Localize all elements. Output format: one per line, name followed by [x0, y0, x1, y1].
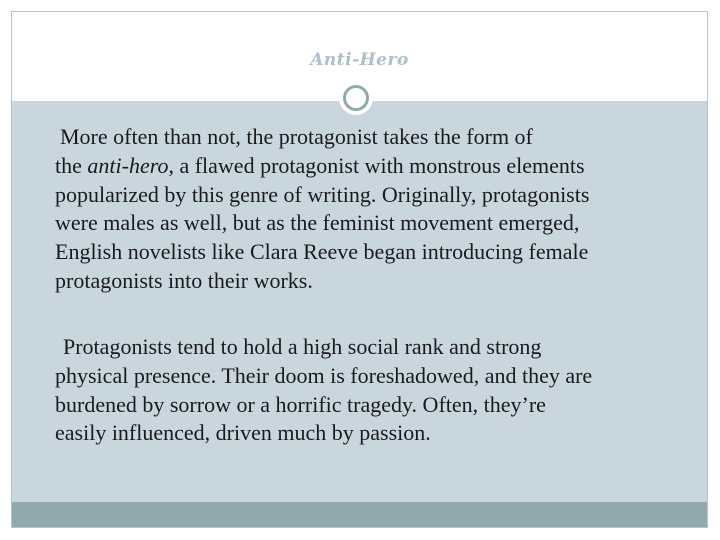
paragraph-line: protagonists into their works. [55, 268, 313, 294]
paragraph-line: popularized by this genre of writing. Originally, protagonists [55, 181, 590, 207]
paragraph-line: burdened by sorrow or a horrific tragedy. Often, they’re [55, 391, 546, 417]
paragraph-1 [55, 123, 695, 296]
circle-ornament-icon [339, 81, 373, 115]
paragraph-line: English novelists like Clara Reeve began introducing female [55, 239, 589, 265]
emphasized-term: anti-hero [87, 152, 169, 178]
paragraph-line: Protagonists tend to hold a high social rank and strong [63, 334, 542, 359]
paragraph-line [55, 152, 695, 181]
paragraph-2 [55, 333, 695, 448]
slide-title: Anti-Hero [310, 50, 409, 70]
paragraph-line: physical presence. Their doom is foreshadowed, and they are [55, 362, 593, 388]
paragraph-line: easily influenced, driven much by passion. [55, 420, 431, 446]
paragraph-line: More often than not, the protagonist takes the form of [60, 124, 533, 149]
footer-bar [12, 502, 707, 527]
text-run: the [55, 152, 88, 178]
text-run: , a flawed protagonist with monstrous elements [168, 152, 585, 178]
paragraph-line: were males as well, but as the feminist movement emerged, [55, 210, 580, 236]
